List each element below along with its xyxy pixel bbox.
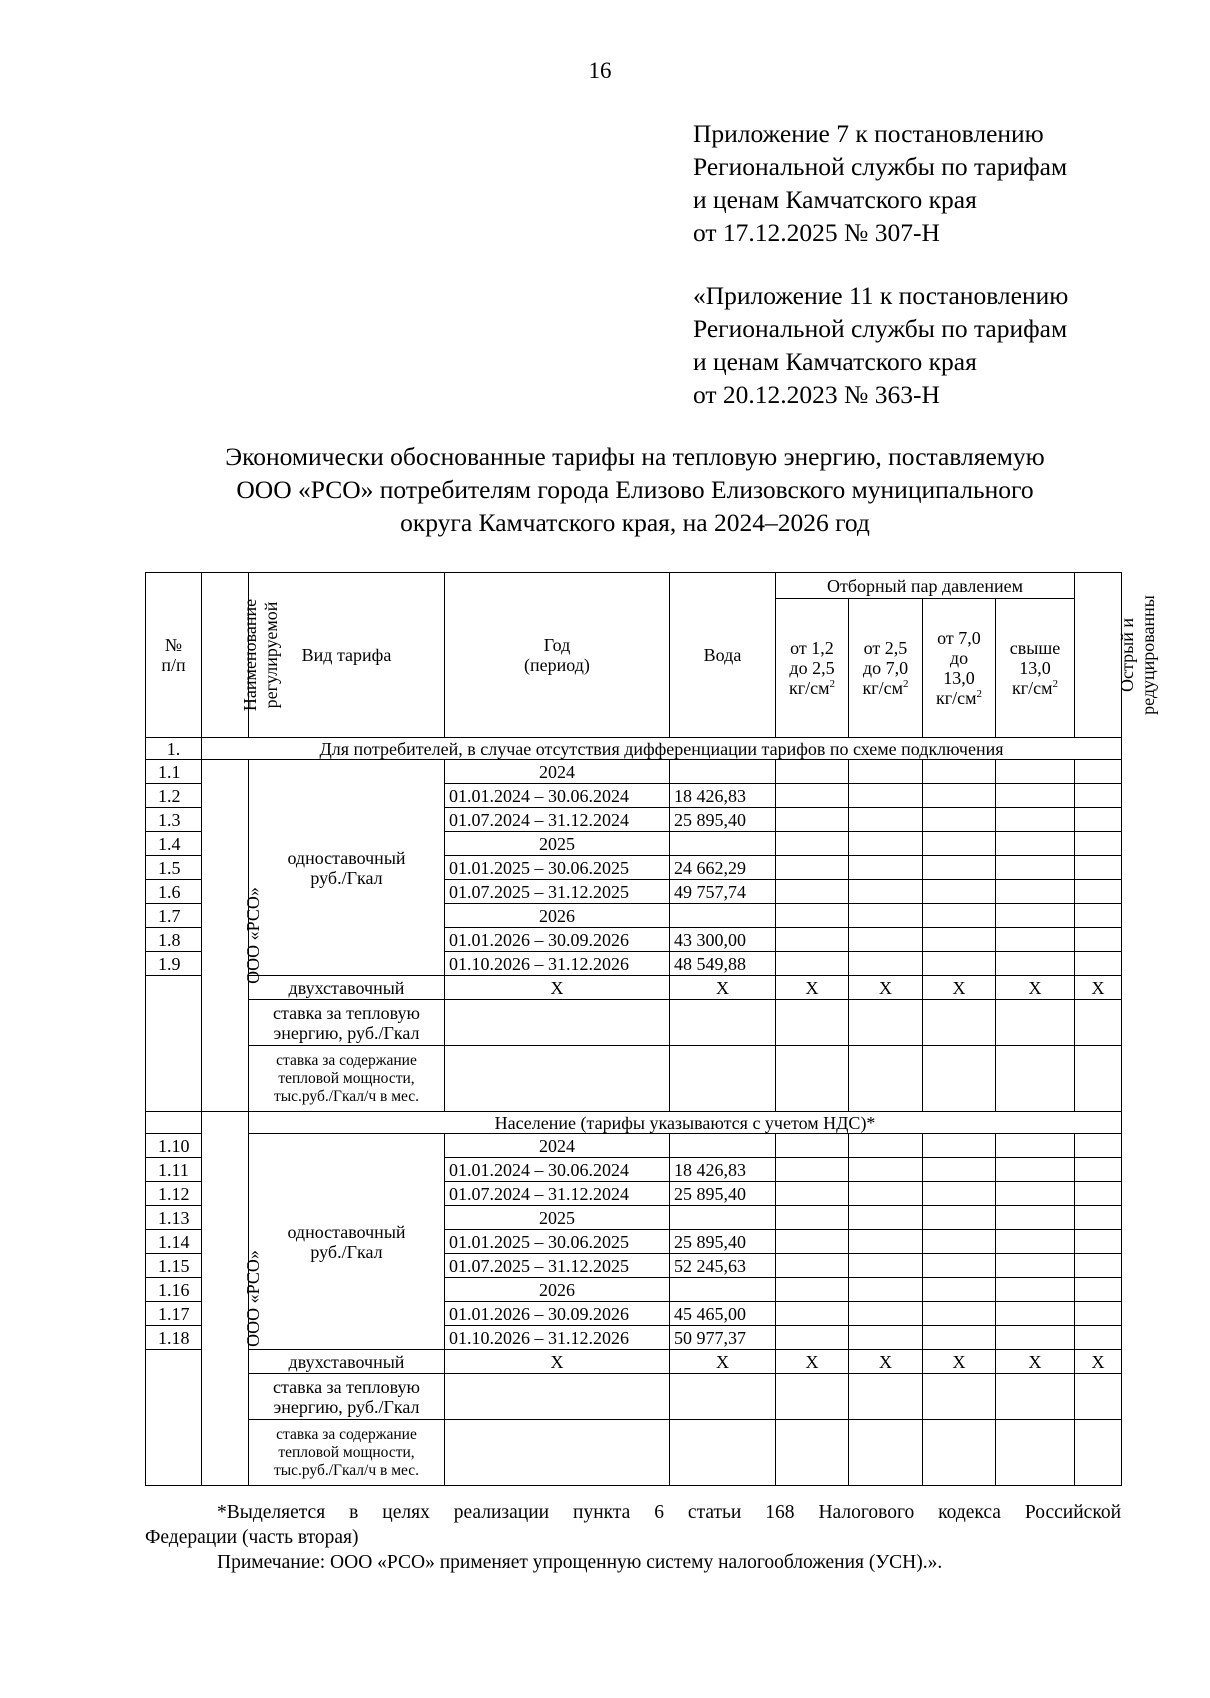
tariff-table [145,572,1158,1486]
page-number: 16 [588,58,612,83]
title-line: Экономически обоснованные тарифы на тепловую энергию, поставляемую [225,442,1045,471]
row-num: 1.11 [146,1158,202,1182]
water-cell: 24 662,29 [670,856,776,880]
water-cell [670,760,776,784]
row-num: 1.1 [146,760,202,784]
footnote-line: Федерации (часть вторая) [145,1527,359,1548]
header-steam-2: от 2,5 до 7,0 $кг/см^2$ [849,599,923,738]
appendix-line: от 20.12.2023 № 363-Н [693,380,940,409]
section-num: 1. [146,738,202,760]
org-cell: ООО «РСО» [202,1112,249,1486]
period-cell: 2026 [445,1278,670,1302]
x-mark: Х [923,1350,996,1374]
appendix-line: от 17.12.2025 № 307-Н [693,218,940,247]
period-cell: 2025 [445,832,670,856]
header-num: № п/п [146,573,202,738]
header-tariff-type: Вид тарифа [249,573,445,738]
water-cell: 50 977,37 [670,1326,776,1350]
row-num: 1.9 [146,952,202,976]
water-cell [670,904,776,928]
header-water: Вода [670,573,776,738]
x-mark: Х [849,1350,923,1374]
table-row [146,1134,1122,1158]
org-cell: ООО «РСО» [202,760,249,1112]
rate-capacity-row [146,1046,1122,1112]
period-cell: 2024 [445,1134,670,1158]
x-mark: Х [776,976,849,1000]
water-cell: 25 895,40 [670,1182,776,1206]
water-cell: 18 426,83 [670,784,776,808]
header-period: Год (период) [445,573,670,738]
water-cell: 45 465,00 [670,1302,776,1326]
x-mark: Х [996,976,1075,1000]
water-cell: 49 757,74 [670,880,776,904]
x-mark: Х [996,1350,1075,1374]
x-mark: Х [445,976,670,1000]
appendix-line: Региональной службы по тарифам [693,314,1068,343]
water-cell: 43 300,00 [670,928,776,952]
x-mark: Х [670,1350,776,1374]
row-num: 1.15 [146,1254,202,1278]
two-rate-row [146,1350,1122,1374]
row-num: 1.7 [146,904,202,928]
water-cell: 18 426,83 [670,1158,776,1182]
footnote-line: *Выделяется в целях реализации пункта 6 статьи 168 Налогового кодекса Российской [217,1502,1121,1523]
header-steam-4: свыше 13,0 $кг/см^2$ [996,599,1075,738]
appendix-7-block [693,117,1133,249]
period-cell: 01.01.2025 – 30.06.2025 [445,1230,670,1254]
appendix-line: Приложение 7 к постановлению [693,119,1044,148]
period-cell: 2024 [445,760,670,784]
row-num: 1.12 [146,1182,202,1206]
row-num: 1.17 [146,1302,202,1326]
water-cell: 52 245,63 [670,1254,776,1278]
period-cell: 01.01.2024 – 30.06.2024 [445,1158,670,1182]
water-cell: 25 895,40 [670,808,776,832]
header-row [146,573,1122,599]
header-sharp-steam: Острый и редуцированны [1075,573,1122,738]
header-steam-3: от 7,0 до 13,0 $кг/см^2$ [923,599,996,738]
period-cell: 01.07.2025 – 31.12.2025 [445,1254,670,1278]
section-row [146,738,1122,760]
row-num: 1.14 [146,1230,202,1254]
rate-energy-row [146,1374,1122,1420]
title-line: округа Камчатского края, на 2024–2026 год [400,508,870,537]
single-rate-cell: одноставочный руб./Гкал [249,1134,445,1350]
section-num [146,1112,202,1134]
row-num: 1.18 [146,1326,202,1350]
single-rate-cell: одноставочный руб./Гкал [249,760,445,976]
section-row [146,1112,1122,1134]
period-cell: 01.01.2026 – 30.09.2026 [445,928,670,952]
water-cell: 25 895,40 [670,1230,776,1254]
period-cell: 01.10.2026 – 31.12.2026 [445,952,670,976]
row-num: 1.6 [146,880,202,904]
header-steam-1: от 1,2 до 2,5 $кг/см^2$ [776,599,849,738]
x-mark: Х [670,976,776,1000]
period-cell: 01.01.2024 – 30.06.2024 [445,784,670,808]
period-cell: 01.10.2026 – 31.12.2026 [445,1326,670,1350]
x-mark: Х [1075,1350,1122,1374]
section-title: Для потребителей, в случае отсутствия дифференциации тарифов по схеме подключения [202,738,1122,760]
header-org: Наименование регулируемой [202,573,249,738]
appendix-line: «Приложение 11 к постановлению [693,281,1069,310]
water-cell [670,832,776,856]
row-num: 1.2 [146,784,202,808]
document-title [60,440,1210,539]
x-mark: Х [849,976,923,1000]
water-cell: 48 549,88 [670,952,776,976]
row-num: 1.4 [146,832,202,856]
period-cell: 01.01.2025 – 30.06.2025 [445,856,670,880]
two-rate-row [146,976,1122,1000]
table-row [146,760,1122,784]
row-num: 1.8 [146,928,202,952]
appendix-line: Региональной службы по тарифам [693,152,1068,181]
water-cell [670,1134,776,1158]
two-rate-label: двухставочный [249,1350,445,1374]
row-num: 1.3 [146,808,202,832]
period-cell: 01.07.2024 – 31.12.2024 [445,1182,670,1206]
footnote-note: Примечание: ООО «РСО» применяет упрощенную систему налогообложения (УСН).». [217,1552,943,1573]
row-num: 1.16 [146,1278,202,1302]
x-mark: Х [1075,976,1122,1000]
row-num [146,976,202,1112]
period-cell: 2026 [445,904,670,928]
rate-energy-label: ставка за тепловую энергию, руб./Гкал [249,1374,445,1420]
footnote-block [145,1500,1121,1575]
two-rate-label: двухставочный [249,976,445,1000]
appendix-line: и ценам Камчатского края [693,185,977,214]
title-line: ООО «РСО» потребителям города Елизово Елизовского муниципального [236,475,1034,504]
period-cell: 01.01.2026 – 30.09.2026 [445,1302,670,1326]
rate-capacity-label: ставка за содержание тепловой мощности, тыс.руб./Гкал/ч в мес. [249,1420,445,1486]
rate-capacity-label: ставка за содержание тепловой мощности, тыс.руб./Гкал/ч в мес. [249,1046,445,1112]
rate-energy-row [146,1000,1122,1046]
x-mark: Х [923,976,996,1000]
row-num [146,1350,202,1486]
header-steam-group: Отборный пар давлением [776,573,1075,599]
appendix-line: и ценам Камчатского края [693,347,977,376]
period-cell: 2025 [445,1206,670,1230]
row-num: 1.10 [146,1134,202,1158]
period-cell: 01.07.2024 – 31.12.2024 [445,808,670,832]
appendix-11-block [693,279,1133,411]
period-cell: 01.07.2025 – 31.12.2025 [445,880,670,904]
rate-energy-label: ставка за тепловую энергию, руб./Гкал [249,1000,445,1046]
water-cell [670,1206,776,1230]
x-mark: Х [776,1350,849,1374]
rate-capacity-row [146,1420,1122,1486]
row-num: 1.13 [146,1206,202,1230]
x-mark: Х [445,1350,670,1374]
section-title: Население (тарифы указываются с учетом НДС)* [249,1112,1122,1134]
row-num: 1.5 [146,856,202,880]
water-cell [670,1278,776,1302]
